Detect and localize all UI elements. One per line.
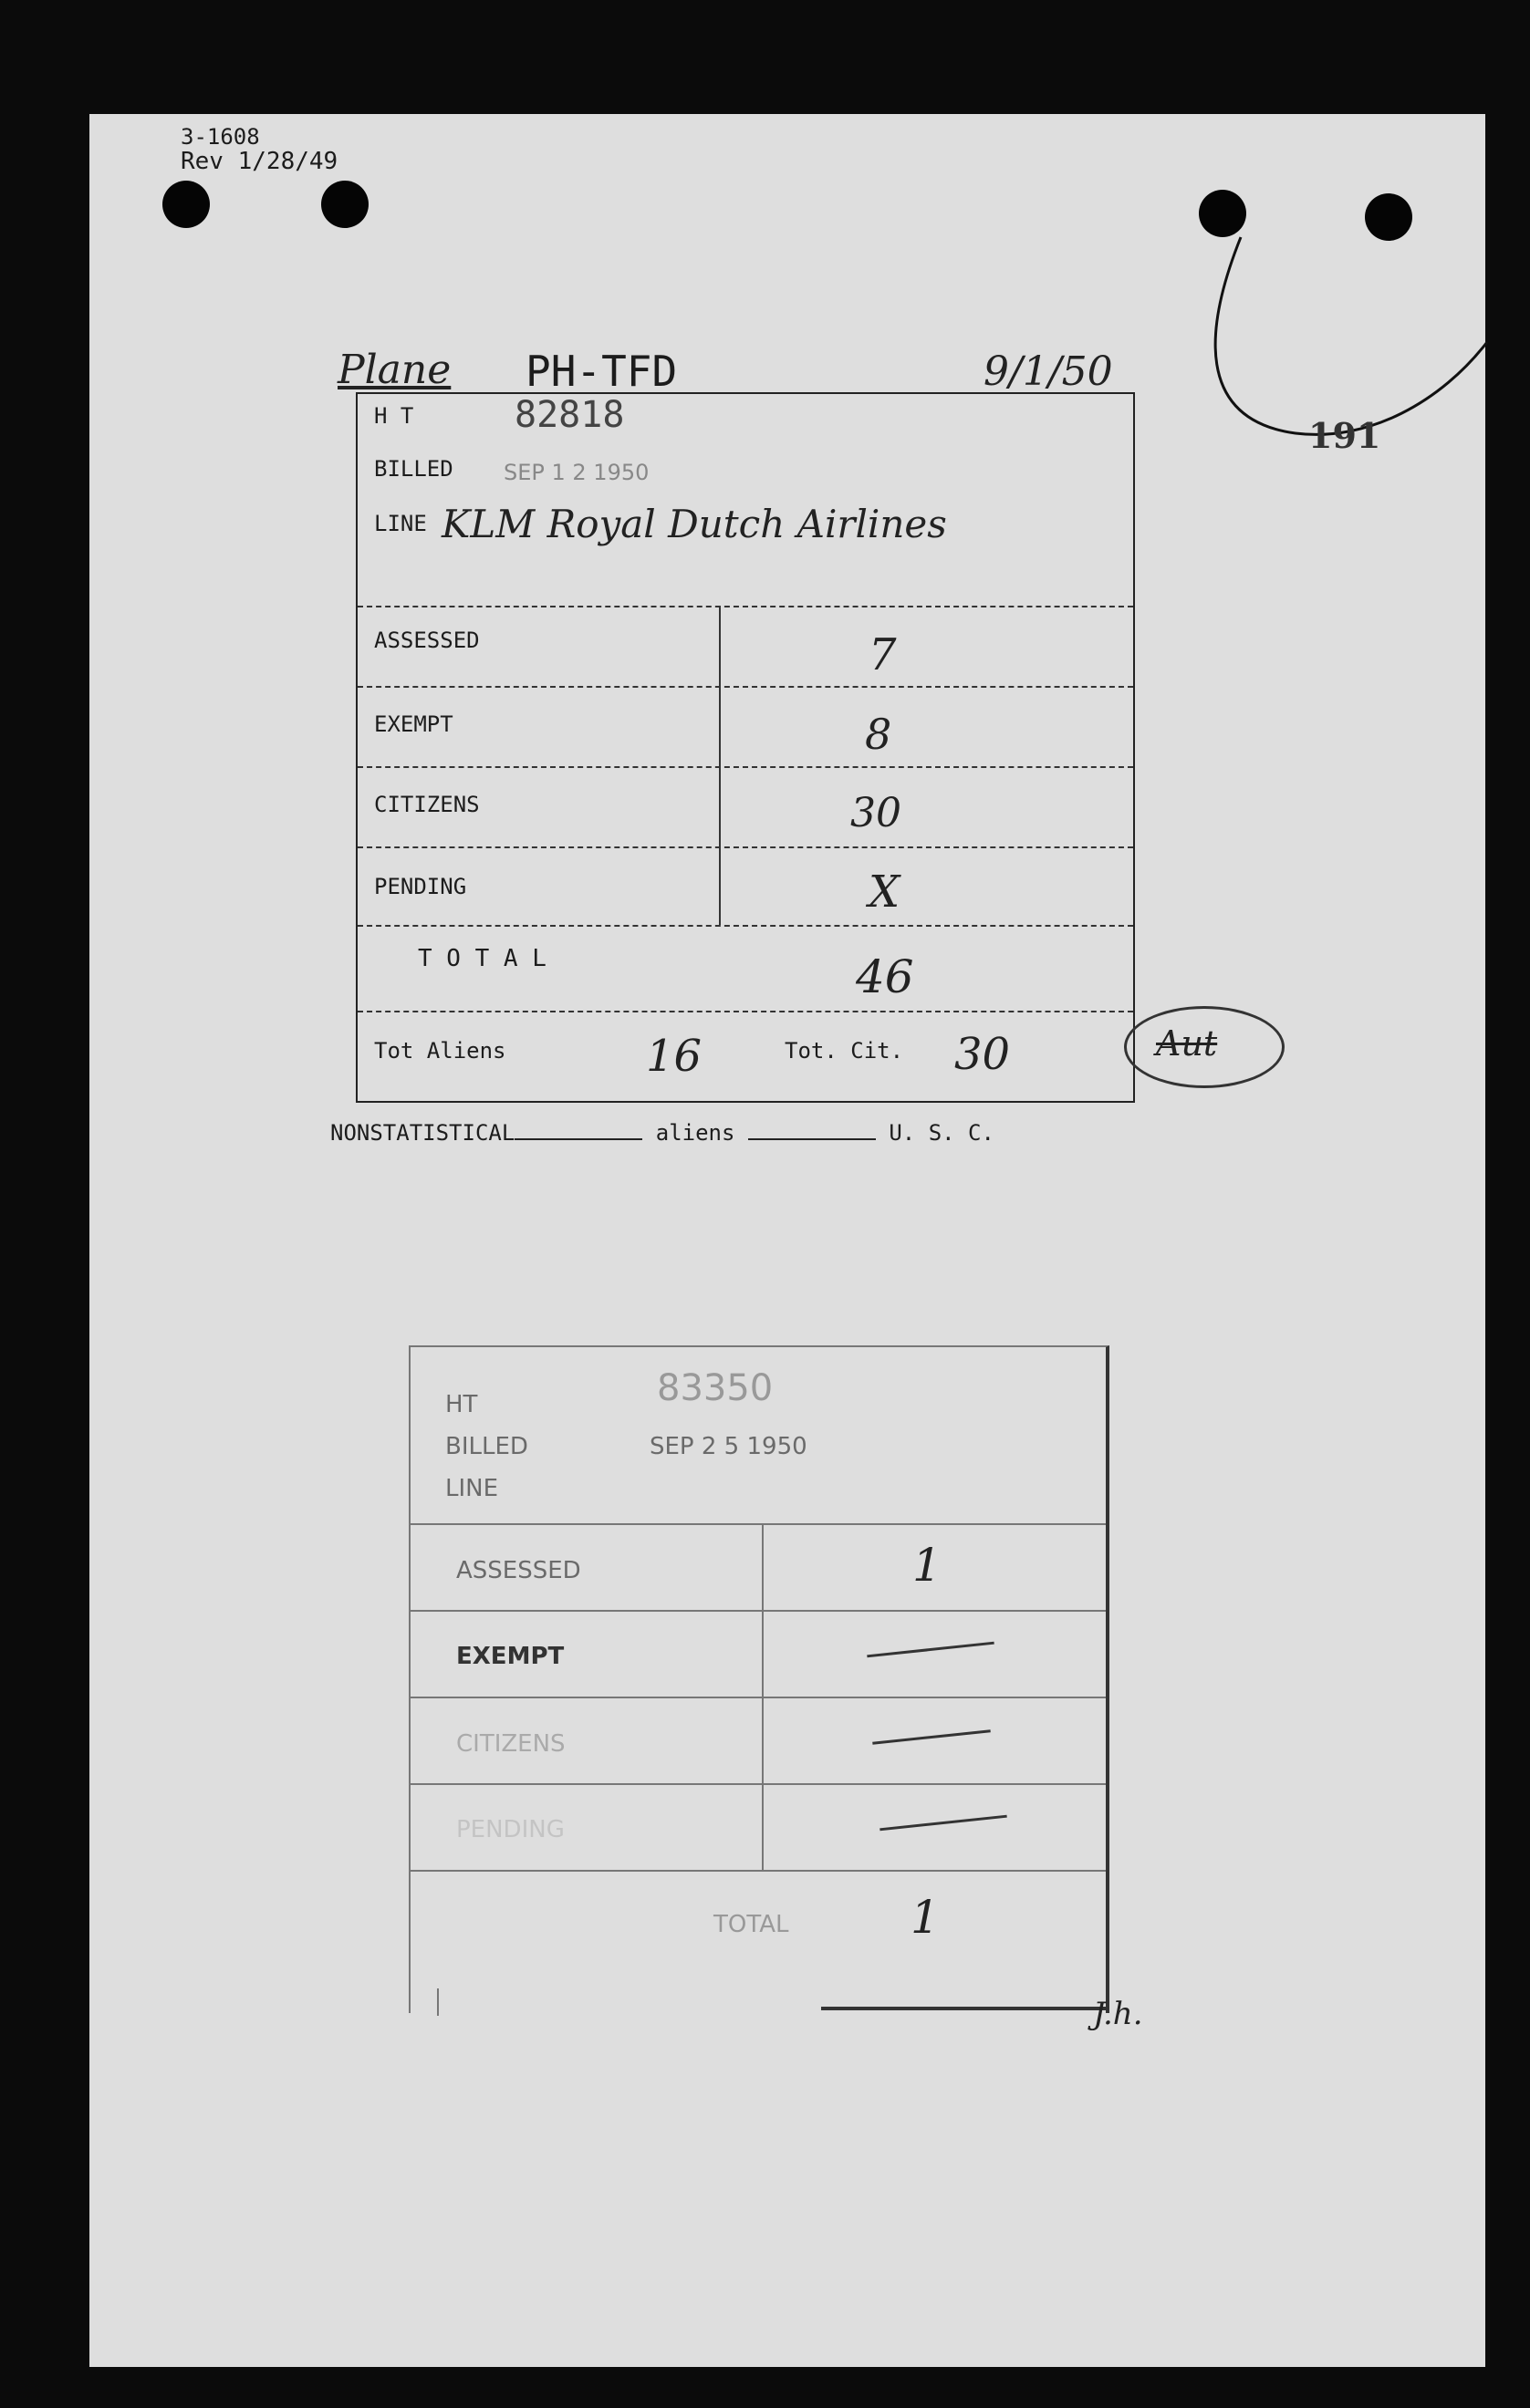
card2-row-value: 1 xyxy=(912,1539,942,1592)
card2-row-label: PENDING xyxy=(456,1816,565,1843)
card1-row-label: CITIZENS xyxy=(374,792,480,817)
form-revision: Rev 1/28/49 xyxy=(181,148,338,175)
card2-row-label: EXEMPT xyxy=(456,1643,565,1670)
card1-tot-aliens-value: 16 xyxy=(646,1031,703,1082)
card2-left-mark xyxy=(437,1988,439,2016)
nonstatistical-line xyxy=(330,1120,994,1146)
card1-tot-cit-label: Tot. Cit. xyxy=(785,1038,904,1064)
punch-hole-icon xyxy=(162,181,210,228)
card2-initials: J.h. xyxy=(1093,1996,1143,2032)
card1-billed-label: BILLED xyxy=(374,456,453,482)
card1-billed-stamp: SEP 1 2 1950 xyxy=(504,460,650,485)
card1-row-value: 8 xyxy=(865,710,892,759)
card1-row-label: PENDING xyxy=(374,874,467,899)
form-number: 3-1608 xyxy=(181,124,260,150)
circled-note xyxy=(1124,1006,1285,1088)
punch-hole-icon xyxy=(321,181,369,228)
card1 xyxy=(356,392,1135,1103)
card1-tot-aliens-label: Tot Aliens xyxy=(374,1038,506,1064)
card2-total-label: TOTAL xyxy=(713,1911,789,1938)
circled-note-text: Aut xyxy=(1156,1023,1218,1064)
card1-row-label: EXEMPT xyxy=(374,711,453,737)
card1-total-label: T O T A L xyxy=(418,945,546,972)
card1-ht-label: H T xyxy=(374,403,414,429)
blank-line xyxy=(748,1138,876,1140)
card2-line-label: LINE xyxy=(445,1475,499,1502)
page-number: 191 xyxy=(1308,415,1381,456)
hand-drawn-curve xyxy=(1186,219,1496,447)
card2-bottom-line xyxy=(821,2007,1106,2010)
card2-row-dash xyxy=(867,1642,994,1658)
card1-line-label: LINE xyxy=(374,511,427,536)
card1-date: 9/1/50 xyxy=(984,348,1113,395)
card2-row-dash xyxy=(872,1729,991,1745)
card2-total-value: 1 xyxy=(911,1891,940,1944)
card1-row-value: 7 xyxy=(869,629,897,680)
card1-ht-number: 82818 xyxy=(515,394,625,436)
card1-row-label: ASSESSED xyxy=(374,628,480,653)
card2 xyxy=(409,1345,1109,2013)
card2-ht-label: HT xyxy=(445,1391,478,1418)
card1-total-value: 46 xyxy=(856,950,914,1003)
blank-line xyxy=(515,1138,642,1140)
card2-billed-label: BILLED xyxy=(445,1433,528,1460)
nonstatistical-label: NONSTATISTICAL xyxy=(330,1120,515,1146)
plane-label: Plane xyxy=(338,347,452,393)
card2-row-dash xyxy=(879,1815,1007,1832)
card1-line-value: KLM Royal Dutch Airlines xyxy=(442,502,947,546)
plane-code: PH-TFD xyxy=(526,347,678,396)
card2-row-label: ASSESSED xyxy=(456,1557,581,1584)
card2-billed-stamp: SEP 2 5 1950 xyxy=(650,1433,807,1460)
card1-row-value: 30 xyxy=(850,790,901,836)
card1-tot-cit-value: 30 xyxy=(954,1029,1011,1080)
card2-row-label: CITIZENS xyxy=(456,1730,566,1758)
card2-ht-number: 83350 xyxy=(657,1367,774,1409)
usc-label: U. S. C. xyxy=(889,1120,994,1146)
aliens-label: aliens xyxy=(655,1120,735,1146)
card1-row-value: X xyxy=(869,867,900,918)
